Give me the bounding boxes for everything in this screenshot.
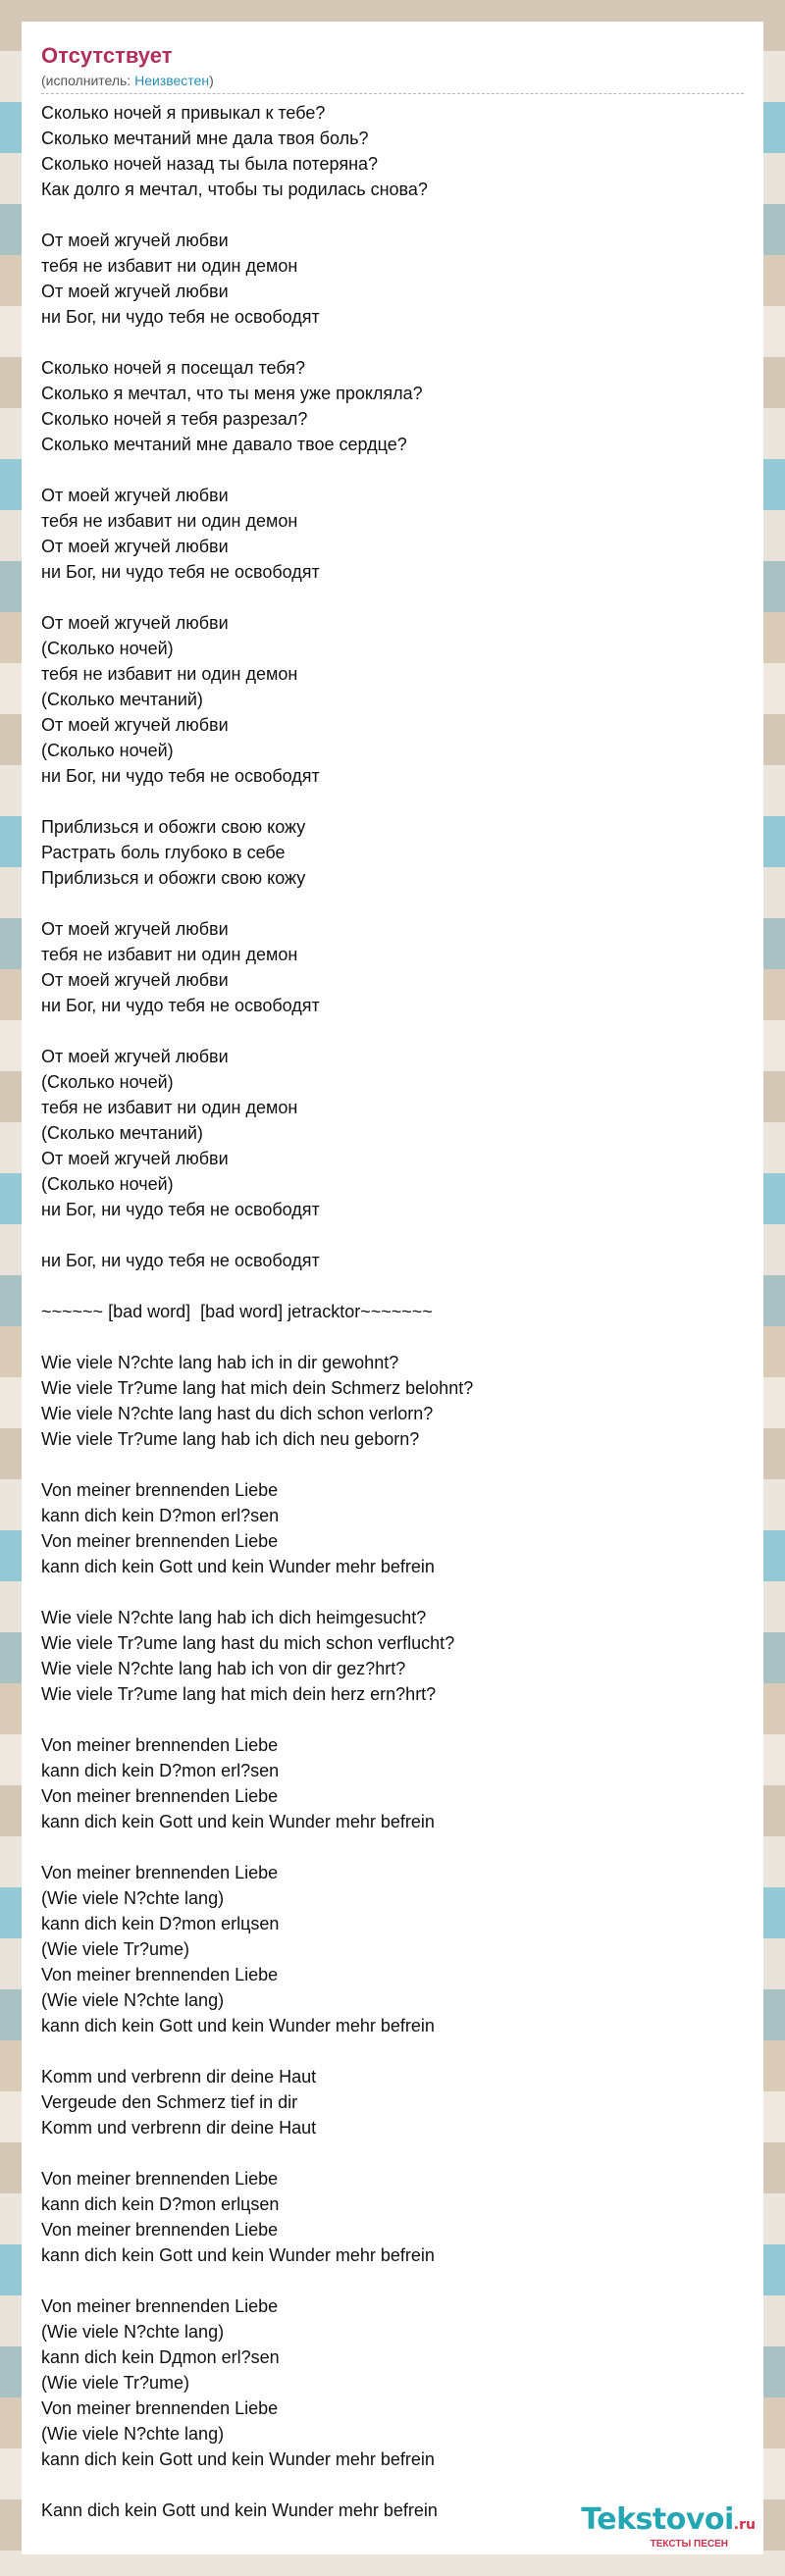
lyric-blank-line xyxy=(41,330,744,355)
lyric-line: тебя не избавит ни один демон xyxy=(41,511,298,531)
lyric-line: Komm und verbrenn dir deine Haut xyxy=(41,2067,317,2087)
lyric-line: Von meiner brennenden Liebe xyxy=(41,1735,279,1755)
lyric-line: Как долго я мечтал, чтобы ты родилась снова? xyxy=(41,180,428,199)
lyric-line: Kann dich kein Gott und kein Wunder mehr befrein xyxy=(41,2500,438,2520)
lyric-blank-line xyxy=(41,1579,744,1605)
lyric-line: kann dich kein D?mon erlцsen xyxy=(41,2194,280,2214)
lyric-line: Сколько ночей я посещал тебя? xyxy=(41,358,306,378)
lyric-line: kann dich kein D?mon erl?sen xyxy=(41,1761,280,1780)
lyric-blank-line xyxy=(41,891,744,916)
lyric-line: kann dich kein Gott und kein Wunder mehr befrein xyxy=(41,2016,435,2035)
lyric-line: От моей жгучей любви xyxy=(41,486,229,505)
lyric-line: Komm und verbrenn dir deine Haut xyxy=(41,2118,317,2138)
lyric-line: ни Бог, ни чудо тебя не освободят xyxy=(41,766,320,786)
lyric-line: kann dich kein D?mon erlцsen xyxy=(41,1914,280,1933)
lyric-line: (Сколько ночей) xyxy=(41,1072,174,1092)
lyric-blank-line xyxy=(41,1834,744,1860)
lyric-line: Wie viele N?chte lang hab ich in dir gewohnt? xyxy=(41,1353,399,1372)
lyric-blank-line xyxy=(41,1222,744,1248)
artist-line xyxy=(41,72,744,89)
lyric-line: От моей жгучей любви xyxy=(41,970,229,990)
lyric-line: Сколько я мечтал, что ты меня уже прокляла? xyxy=(41,384,423,403)
lyric-line: ~~~~~~ [bad word] [bad word] jetracktor~~~~~~~ xyxy=(41,1302,433,1321)
lyric-line: тебя не избавит ни один демон xyxy=(41,1098,298,1117)
lyric-blank-line xyxy=(41,789,744,814)
lyric-line: Von meiner brennenden Liebe xyxy=(41,1531,279,1551)
lyric-line: (Wie viele N?chte lang) xyxy=(41,2424,225,2444)
lyric-line: Растрать боль глубоко в себе xyxy=(41,843,286,862)
lyric-line: kann dich kein Dдmon erl?sen xyxy=(41,2347,280,2367)
lyric-blank-line xyxy=(41,457,744,483)
lyric-line: Von meiner brennenden Liebe xyxy=(41,2169,279,2189)
song-title: Отсутствует xyxy=(41,43,173,68)
lyric-blank-line xyxy=(41,1273,744,1299)
lyric-blank-line xyxy=(41,202,744,228)
lyric-line: Приблизься и обожги свою кожу xyxy=(41,817,306,837)
lyric-line: ни Бог, ни чудо тебя не освободят xyxy=(41,562,320,582)
lyric-line: (Сколько мечтаний) xyxy=(41,690,203,709)
lyric-line: Приблизься и обожги свою кожу xyxy=(41,868,306,888)
lyrics-text xyxy=(41,100,744,2523)
lyric-blank-line xyxy=(41,585,744,610)
lyric-blank-line xyxy=(41,1452,744,1477)
lyric-line: Wie viele Tr?ume lang hat mich dein herz ern?hrt? xyxy=(41,1684,437,1704)
lyric-line: Wie viele Tr?ume lang hat mich dein Schmerz belohnt? xyxy=(41,1378,474,1398)
lyric-line: Von meiner brennenden Liebe xyxy=(41,1480,279,1500)
brand-name-text: Tekstovoi xyxy=(581,2502,734,2537)
lyric-line: тебя не избавит ни один демон xyxy=(41,664,298,684)
lyric-line: kann dich kein Gott und kein Wunder mehr befrein xyxy=(41,1812,435,1831)
lyric-line: От моей жгучей любви xyxy=(41,1149,229,1168)
artist-prefix: (исполнитель: xyxy=(41,73,135,88)
lyric-blank-line xyxy=(41,2472,744,2498)
lyric-line: Wie viele N?chte lang hab ich dich heimgesucht? xyxy=(41,1608,427,1627)
artist-link[interactable]: Неизвестен xyxy=(134,73,210,88)
lyric-line: Сколько мечтаний мне давало твое сердце? xyxy=(41,435,407,454)
lyrics-card xyxy=(22,22,763,2554)
lyric-line: (Wie viele Tr?ume) xyxy=(41,2373,190,2393)
lyric-line: От моей жгучей любви xyxy=(41,282,229,301)
lyric-line: От моей жгучей любви xyxy=(41,231,229,250)
lyric-line: тебя не избавит ни один демон xyxy=(41,945,298,964)
lyric-blank-line xyxy=(41,2268,744,2293)
lyric-line: От моей жгучей любви xyxy=(41,1047,229,1066)
lyric-line: Сколько ночей назад ты была потеряна? xyxy=(41,154,379,174)
lyric-line: Wie viele N?chte lang hab ich von dir gez?hrt? xyxy=(41,1659,406,1678)
artist-suffix: ) xyxy=(209,73,214,88)
lyric-line: (Wie viele Tr?ume) xyxy=(41,1939,190,1959)
lyric-blank-line xyxy=(41,2140,744,2166)
lyric-line: Wie viele Tr?ume lang hab ich dich neu geborn? xyxy=(41,1429,420,1449)
brand-name xyxy=(581,2504,756,2541)
lyric-line: (Сколько мечтаний) xyxy=(41,1123,203,1143)
lyric-line: Von meiner brennenden Liebe xyxy=(41,2220,279,2240)
lyric-line: (Wie viele N?chte lang) xyxy=(41,2322,225,2342)
lyric-line: ни Бог, ни чудо тебя не освободят xyxy=(41,1251,320,1270)
lyric-line: (Сколько ночей) xyxy=(41,741,174,760)
lyric-line: ни Бог, ни чудо тебя не освободят xyxy=(41,996,320,1015)
lyric-line: kann dich kein Gott und kein Wunder mehr befrein xyxy=(41,2449,435,2469)
lyric-line: Сколько мечтаний мне дала твоя боль? xyxy=(41,129,369,148)
lyric-blank-line xyxy=(41,2038,744,2064)
lyric-line: От моей жгучей любви xyxy=(41,919,229,939)
lyric-line: Von meiner brennenden Liebe xyxy=(41,1965,279,1984)
lyric-line: kann dich kein D?mon erl?sen xyxy=(41,1506,280,1525)
lyric-line: Von meiner brennenden Liebe xyxy=(41,2296,279,2316)
lyric-line: (Сколько ночей) xyxy=(41,1174,174,1194)
lyric-line: Von meiner brennenden Liebe xyxy=(41,1786,279,1806)
lyric-line: Von meiner brennenden Liebe xyxy=(41,2398,279,2418)
lyric-blank-line xyxy=(41,1707,744,1732)
brand-tld: .ru xyxy=(733,2517,756,2533)
lyric-line: Vergeude den Schmerz tief in dir xyxy=(41,2092,298,2112)
lyric-line: Wie viele Tr?ume lang hast du mich schon verflucht? xyxy=(41,1633,455,1653)
lyric-line: Сколько ночей я тебя разрезал? xyxy=(41,409,308,429)
brand-logo[interactable] xyxy=(581,2504,756,2550)
lyric-blank-line xyxy=(41,1324,744,1350)
lyric-line: kann dich kein Gott und kein Wunder mehr befrein xyxy=(41,1557,435,1576)
lyric-line: (Сколько ночей) xyxy=(41,639,174,658)
lyric-line: От моей жгучей любви xyxy=(41,613,229,633)
lyric-line: тебя не избавит ни один демон xyxy=(41,256,298,276)
lyric-blank-line xyxy=(41,1018,744,1044)
lyric-line: ни Бог, ни чудо тебя не освободят xyxy=(41,307,320,327)
header-divider xyxy=(41,93,744,94)
lyric-line: От моей жгучей любви xyxy=(41,537,229,556)
lyric-line: Сколько ночей я привыкал к тебе? xyxy=(41,103,326,123)
lyric-line: kann dich kein Gott und kein Wunder mehr befrein xyxy=(41,2245,435,2265)
lyric-line: (Wie viele N?chte lang) xyxy=(41,1888,225,1908)
lyric-line: (Wie viele N?chte lang) xyxy=(41,1990,225,2010)
lyric-line: От моей жгучей любви xyxy=(41,715,229,735)
lyric-line: Von meiner brennenden Liebe xyxy=(41,1863,279,1882)
brand-tagline: ТЕКСТЫ ПЕСЕН xyxy=(650,2539,728,2550)
lyric-line: ни Бог, ни чудо тебя не освободят xyxy=(41,1200,320,1219)
lyric-line: Wie viele N?chte lang hast du dich schon verlorn? xyxy=(41,1404,434,1423)
